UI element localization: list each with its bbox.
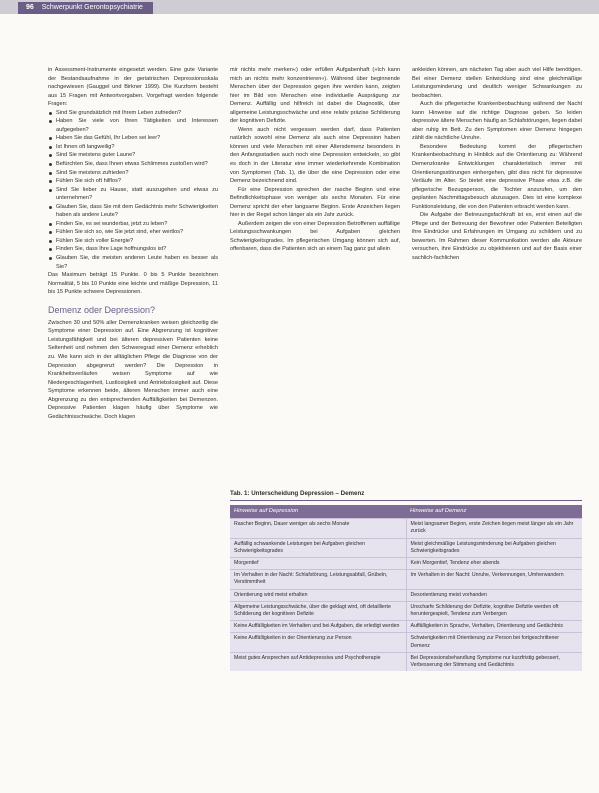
table-cell: Im Verhalten in der Nacht: Schlafstörung, Leistungsabfall, Grübeln, Verstimmtheit bbox=[230, 570, 406, 589]
table-cell: Orientierung wird meist erhalten bbox=[230, 589, 406, 601]
comparison-table-block bbox=[230, 490, 582, 671]
table-cell: Auffälligkeiten in Sprache, Verhalten, Orientierung und Gedächtnis bbox=[406, 621, 582, 633]
question-item: Befürchten Sie, dass Ihnen etwas Schlimmes zustoßen wird? bbox=[48, 160, 218, 169]
text-column-1 bbox=[48, 66, 218, 421]
table-cell: Keine Auffälligkeiten im Verhalten und bei Aufgaben, die erledigt werden bbox=[230, 621, 406, 633]
table-cell: Desorientierung meist vorhanden bbox=[406, 589, 582, 601]
question-item: Glauben Sie, dass Sie mit dem Gedächtnis mehr Schwierigkeiten haben als andere Leute? bbox=[48, 203, 218, 220]
body-paragraph: Die Aufgabe der Betreuungsfachkraft ist es, erst einen auf die Pflege und der Betreuung der Bewohner oder Patienten Beteiligten ihre Eindrücke und Erfahrungen im Umgang zu schildern und zu bewerten. Im Rahmen dieser Kommunikation werden alle Akteure versuchen, ihre Eindrücke zu objektivieren und auf der Basis einer sachlich-fachlichen bbox=[412, 212, 582, 262]
body-paragraph: ankleiden können, am nächsten Tag aber auch viel Hilfe benötigen. Bei einer Demenz stellen Entwicklung sind eine gleichmäßige Leistungsminderung und deutlich weniger Schwankungen zu beobachten. bbox=[412, 67, 582, 99]
question-item: Finden Sie, es sei wunderbar, jetzt zu leben? bbox=[48, 220, 218, 229]
body-paragraph: Wenn auch nicht vergessen werden darf, dass Patienten natürlich sowohl eine Demenz als auch eine Depression haben können und viele Menschen mit einer Altersdemenz besonders in den Anfangsstadien auch noch eine Depression entwickeln, so gibt es doch in der Literatur eine immer wiederkehrende Kombination von Symptomen (Tab. 1), die über die eine Depression oder eine Demenz bezeichnend sind. bbox=[230, 126, 400, 185]
table-cell: Bei Depressionsbehandlung Symptome nur kurzfristig gebessert, Verbesserung der Stimmung und Gedächtnis bbox=[406, 652, 582, 671]
table-row bbox=[230, 558, 582, 570]
page-header bbox=[0, 0, 599, 14]
table-row bbox=[230, 601, 582, 620]
table-cell: Morgentief bbox=[230, 558, 406, 570]
comparison-table bbox=[230, 505, 582, 671]
chapter-title: Schwerpunkt Gerontopsychiatrie bbox=[41, 4, 143, 11]
table-header-depression: Hinweise auf Depression bbox=[230, 505, 406, 519]
page-number: 96 bbox=[26, 4, 34, 11]
question-item: Sind Sie lieber zu Hause, statt auszugehen und etwas zu unternehmen? bbox=[48, 186, 218, 203]
question-item: Sind Sie meistens guter Laune? bbox=[48, 151, 218, 160]
text-column-2 bbox=[230, 66, 400, 254]
table-cell: Meist langsamer Beginn, erste Zeichen liegen meist länger als ein Jahr zurück bbox=[406, 519, 582, 538]
body-paragraph: mir nichts mehr merken«) oder erfüllen Aufgabenhaft (»Ich kann mich an nichts mehr konzentrieren«). Während über beginnende Menschen über der Depression gegen ihre werden kann, zeigten hier im Bild von Menschen eine individuelle Ausprägung zur Demenz. Auffällig und hilfreich ist dabei die Diagnostik, über allgemeine Leistungsschwäche und eine relativ präzise Schilderung der kognitiven Defizite. bbox=[230, 67, 400, 125]
table-caption: Tab. 1: Unterscheidung Depression – Demenz bbox=[230, 490, 582, 501]
table-header-dementia: Hinweise auf Demenz bbox=[406, 505, 582, 519]
question-item: Fühlen Sie sich oft hilflos? bbox=[48, 177, 218, 186]
table-row bbox=[230, 570, 582, 589]
question-item: Fühlen Sie sich so, wie Sie jetzt sind, eher wertlos? bbox=[48, 228, 218, 237]
table-row bbox=[230, 633, 582, 652]
question-item: Finden Sie, dass Ihre Lage hoffnungslos ist? bbox=[48, 245, 218, 254]
table-cell: Im Verhalten in der Nacht: Unruhe, Verkennungen, Umherwandern bbox=[406, 570, 582, 589]
body-paragraph: Zwischen 30 und 50% aller Demenzkranken weisen gleichzeitig die Symptome einer Depression auf. Eine Abgrenzung ist kognitiver Leistungsfähigkeit und bei älteren depressiven Patienten keine Seltenheit und nehmen den Schweregrad einer Demenz erheblich zu. Wie kann sich in der alltäglichen Pflege die Diagnose von der Depression abgegrenzt werden? Die Depression in Krankheitsverläufen weisen Symptome auf wie Niedergeschlagenheit, Lustlosigkeit und Antriebslosigkeit auf. Diese Symptome erkennen beide, älteren Menschen immer auch eine Abgrenzung zu den entsprechenden Auffälligkeiten bei Demenzen. Depressive Patienten klagen häufig über Symptome wie Gedächtnisschwäche. Doch klagen bbox=[48, 319, 218, 420]
table-cell: Meist gutes Ansprechen auf Antidepressiva und Psychotherapie bbox=[230, 652, 406, 671]
table-cell: Allgemeine Leistungsschwäche, über die geklagt wird, oft detaillierte Schilderung der kognitiven Defizite bbox=[230, 601, 406, 620]
question-item: Glauben Sie, die meisten anderen Leute haben es besser als Sie? bbox=[48, 254, 218, 271]
body-paragraph: Besondere Bedeutung kommt der pflegerischen Krankenbeobachtung in Hinblick auf die Orientierung zu: Während Demenzkranke Entwicklungen charakteristisch immer mit Orientierungsstörungen einhergehen, gibt dies nicht für depressive Verläufe im Alter. So bietet eine depressive Phase etwa z.B. die pflegerische Bezugsperson, die Tochter anzurufen, um den geplanten Nachmittagsbesuch abzusagen. Dies ist eine komplexe Funktionsleistung, die von den Patienten erbracht werden kann. bbox=[412, 143, 582, 210]
table-row bbox=[230, 621, 582, 633]
table-row bbox=[230, 589, 582, 601]
question-list bbox=[48, 109, 218, 271]
table-cell: Auffällig schwankende Leistungen bei Aufgaben gleichen Schwierigkeitsgrades bbox=[230, 538, 406, 557]
question-item: Sind Sie meistens zufrieden? bbox=[48, 169, 218, 178]
question-item: Sind Sie grundsätzlich mit Ihrem Leben zufrieden? bbox=[48, 109, 218, 118]
table-cell: Rascher Beginn, Dauer weniger als sechs Monate bbox=[230, 519, 406, 538]
table-row bbox=[230, 519, 582, 538]
section-heading: Demenz oder Depression? bbox=[48, 304, 156, 315]
table-cell: Keine Auffälligkeiten in der Orientierung zur Person bbox=[230, 633, 406, 652]
text-column-3 bbox=[412, 66, 582, 263]
question-item: Haben Sie das Gefühl, Ihr Leben sei leer? bbox=[48, 134, 218, 143]
question-item: Fühlen Sie sich voller Energie? bbox=[48, 237, 218, 246]
question-item: Ist Ihnen oft langweilig? bbox=[48, 143, 218, 152]
table-cell: Kein Morgentief, Tendenz eher abends bbox=[406, 558, 582, 570]
table-cell: Schwierigkeiten mit Orientierung zur Person bei fortgeschrittener Demenz bbox=[406, 633, 582, 652]
body-paragraph: Außerdem zeigen die von einer Depression Betroffenen auffällige Leistungsschwankungen bei Aufgaben gleichen Schwierigkeitsgrades. Im pflegerischen Umgang können sich auf, offenbaren, dass die Patienten sich an einem Tag ganz gut allein bbox=[230, 220, 400, 253]
chapter-tab bbox=[18, 2, 153, 14]
body-paragraph: Für eine Depression sprechen der rasche Beginn und eine Befindlichkeitsphase von weniger als sechs Monaten. Für eine Demenz spricht der eher langsame Beginn. Erste Anzeichen liegen hier in der Regel schon länger als ein Jahr zurück. bbox=[230, 186, 400, 219]
body-paragraph: Auch die pflegerische Krankenbeobachtung während der Nacht kann Hinweise auf die richtige Diagnose geben. So leiden depressive ältere Menschen häufig an Schlafstörungen, liegen dabei aber ruhig im Bett. Zu den Symptomen einer Demenz hingegen zählt die nächtliche Unruhe. bbox=[412, 101, 582, 142]
table-row bbox=[230, 652, 582, 671]
intro-paragraph: in Assessment-Instrumente eingesetzt werden. Eine gute Variante der Bestandsaufnahme in der geriatrischen Depressionsskala nachgewiesen (Gauggel und Birkner 1999). Die Kurzform besteht aus 15 Fragen mit Antwortvorgaben. Vorgefragt werden folgende Fragen: bbox=[48, 67, 218, 108]
question-item: Haben Sie viele von Ihren Tätigkeiten und Interessen aufgegeben? bbox=[48, 117, 218, 134]
score-paragraph: Das Maximum beträgt 15 Punkte. 0 bis 5 Punkte bezeichnen Normalität, 5 bis 10 Punkte eine leichte und mäßige Depression, 11 bis 15 Punkte schwere Depressionen. bbox=[48, 272, 218, 296]
table-cell: Meist gleichmäßige Leistungsminderung bei Aufgaben gleichen Schwierigkeitsgrades bbox=[406, 538, 582, 557]
table-header-row bbox=[230, 505, 582, 519]
table-cell: Unscharfe Schilderung der Defizite, kognitive Defizite werden oft heruntergespielt, Tendenz zum Verbergen bbox=[406, 601, 582, 620]
table-row bbox=[230, 538, 582, 557]
